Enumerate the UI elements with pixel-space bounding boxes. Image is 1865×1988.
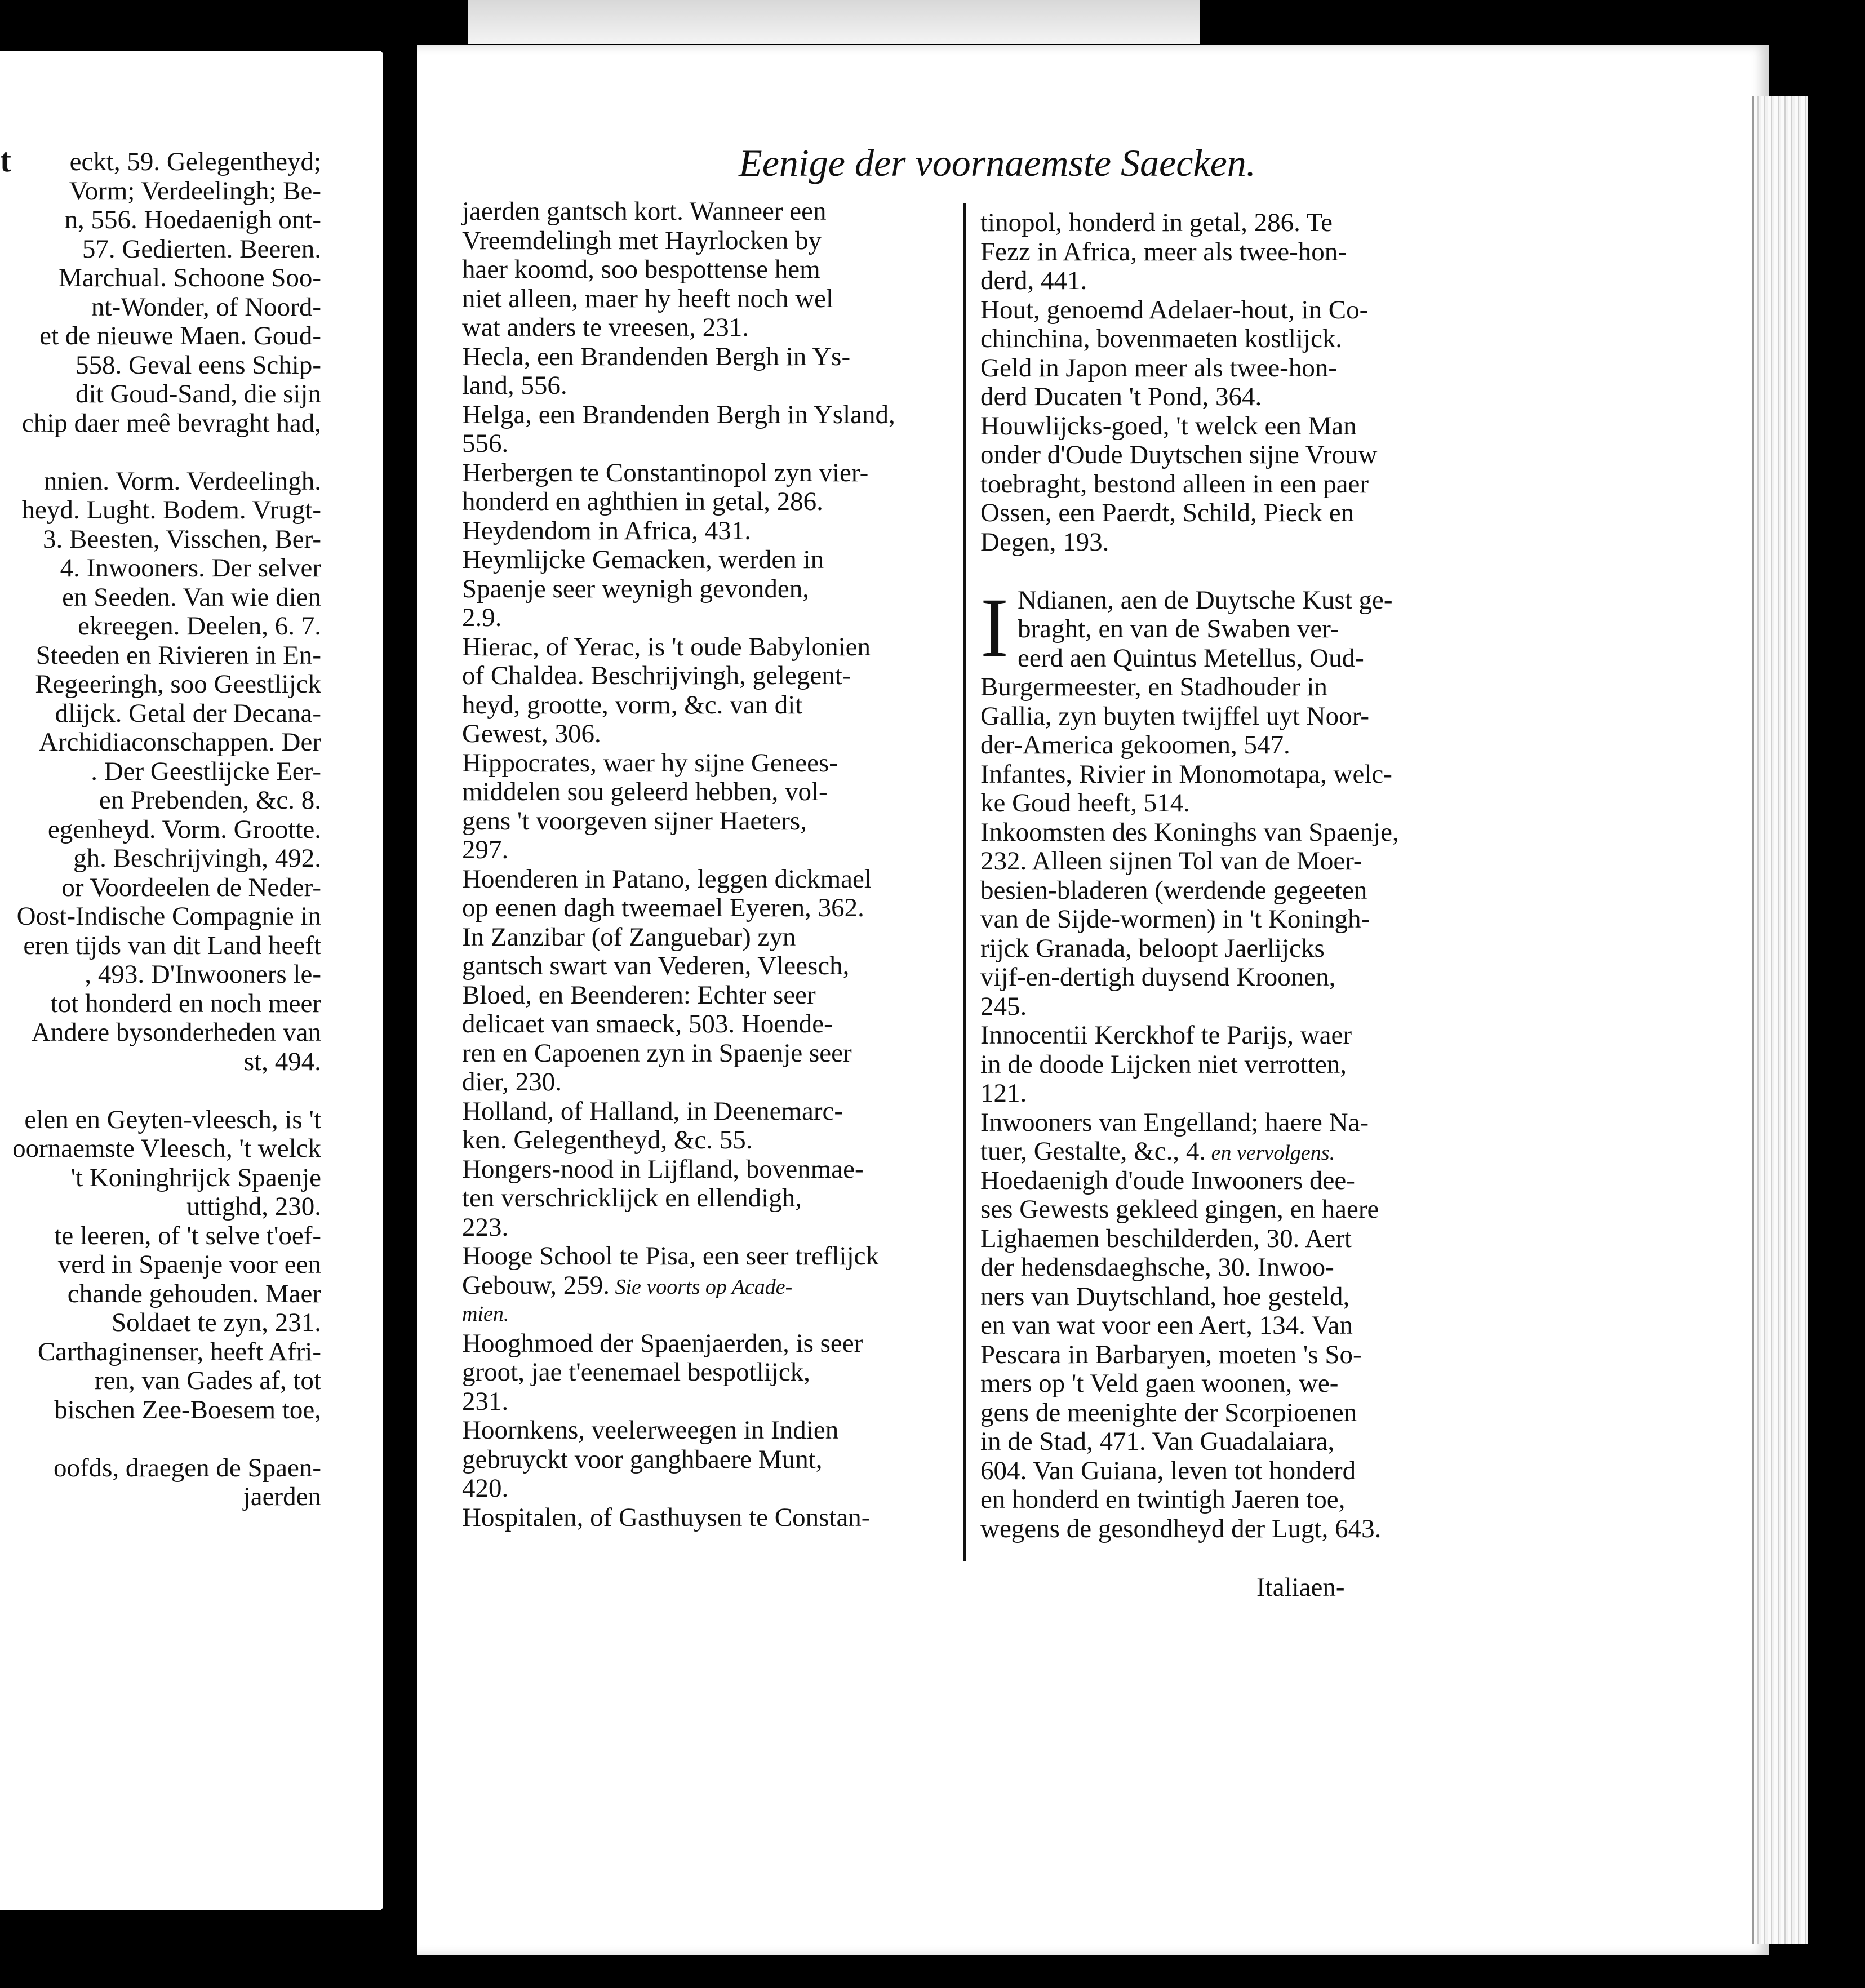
text-line: mers op 't Veld gaen woonen, we-: [980, 1369, 1339, 1398]
text-line: haer koomd, soo bespottense hem: [462, 255, 820, 284]
index-column-2: [980, 208, 1459, 1543]
text-line: bischen Zee-Boesem toe,: [54, 1395, 321, 1425]
text-line: Gewest, 306.: [462, 719, 601, 748]
cross-reference-note: Sie voorts op Acade-: [609, 1275, 793, 1299]
text-line: 2.9.: [462, 603, 502, 632]
text-line: mien.: [462, 1302, 509, 1326]
text-line: heyd, grootte, vorm, &c. van dit: [462, 690, 803, 720]
text-line: jaerden gantsch kort. Wanneer een: [462, 197, 827, 226]
text-line: Fezz in Africa, meer als twee-hon-: [980, 237, 1347, 267]
text-line: ekreegen. Deelen, 6. 7.: [78, 611, 321, 641]
text-line: 223.: [462, 1212, 509, 1242]
text-line: 3. Beesten, Visschen, Ber-: [43, 524, 321, 554]
text-line: op eenen dagh tweemael Eyeren, 362.: [462, 893, 864, 922]
text-line: egenheyd. Vorm. Grootte.: [47, 814, 321, 844]
text-line: der-America gekoomen, 547.: [980, 730, 1290, 760]
text-line: dit Goud-Sand, die sijn: [75, 379, 321, 409]
text-line: Inkoomsten des Koninghs van Spaenje,: [980, 817, 1399, 847]
text-line: 604. Van Guiana, leven tot honderd: [980, 1456, 1356, 1485]
cross-reference-note: en vervolgens.: [1206, 1141, 1335, 1165]
text-line: Burgermeester, en Stadhouder in: [980, 672, 1327, 702]
text-line: elen en Geyten-vleesch, is 't: [24, 1104, 321, 1134]
text-line: 232. Alleen sijnen Tol van de Moer-: [980, 846, 1362, 876]
text-line: ke Goud heeft, 514.: [980, 788, 1190, 818]
text-line: besien-bladeren (werdende gegeeten: [980, 875, 1367, 905]
text-line: 231.: [462, 1386, 509, 1416]
left-corner-mark: t: [0, 141, 11, 179]
text-line: Helga, een Brandenden Bergh in Ysland,: [462, 400, 895, 429]
index-column-1: [462, 197, 963, 1532]
text-line: Heydendom in Africa, 431.: [462, 516, 751, 545]
catchword: Italiaen-: [1256, 1573, 1345, 1602]
text-line: Hooge School te Pisa, een seer treflijck: [462, 1241, 880, 1271]
text-line: uttighd, 230.: [186, 1192, 321, 1221]
text-line: vijf-en-dertigh duysend Kroonen,: [980, 962, 1336, 992]
text-line: eerd aen Quintus Metellus, Oud-: [1017, 643, 1364, 673]
text-line: Hecla, een Brandenden Bergh in Ys-: [462, 341, 851, 371]
text-line: dlijck. Getal der Decana-: [55, 698, 321, 728]
text-line: Lighaemen beschilderden, 30. Aert: [980, 1223, 1352, 1253]
text-line: Hoornkens, veelerweegen in Indien: [462, 1415, 839, 1445]
text-line: gh. Beschrijvingh, 492.: [73, 844, 321, 873]
text-line: Gebouw, 259. Sie voorts op Acade-: [462, 1270, 793, 1300]
text-line: niet alleen, maer hy heeft noch wel: [462, 283, 834, 313]
text-line: Geld in Japon meer als twee-hon-: [980, 353, 1337, 383]
text-line: 556.: [462, 429, 509, 458]
top-paper-scrap: [468, 0, 1200, 44]
text-line: Steeden en Rivieren in En-: [35, 640, 321, 670]
text-line: Carthaginenser, heeft Afri-: [37, 1337, 321, 1366]
text-line: eren tijds van dit Land heeft: [23, 930, 321, 960]
blank-line: [0, 1076, 321, 1106]
text-line: wat anders te vreesen, 231.: [462, 313, 749, 342]
text-line: onder d'Oude Duytschen sijne Vrouw: [980, 440, 1378, 469]
text-line: st, 494.: [243, 1046, 321, 1076]
text-line: en van wat voor een Aert, 134. Van: [980, 1311, 1353, 1340]
text-line: der hedensdaeghsche, 30. Inwoo-: [980, 1253, 1334, 1282]
text-line: chip daer meê bevraght had,: [21, 408, 321, 438]
text-line: Houwlijcks-goed, 't welck een Man: [980, 411, 1357, 441]
text-line: Andere bysonderheden van: [31, 1018, 321, 1047]
text-line: derd, 441.: [980, 266, 1087, 295]
text-line: derd Ducaten 't Pond, 364.: [980, 382, 1262, 411]
text-line: Hongers-nood in Lijfland, bovenmae-: [462, 1154, 864, 1184]
text-line: Hooghmoed der Spaenjaerden, is seer: [462, 1328, 863, 1358]
text-line: gantsch swart van Vederen, Vleesch,: [462, 951, 850, 980]
text-line: Innocentii Kerckhof te Parijs, waer: [980, 1020, 1352, 1050]
text-line: oornaemste Vleesch, 't welck: [12, 1134, 321, 1163]
text-line: Ossen, een Paerdt, Schild, Pieck en: [980, 498, 1355, 527]
text-line: chande gehouden. Maer: [67, 1279, 321, 1308]
text-line: 4. Inwooners. Der selver: [60, 553, 321, 583]
text-line: wegens de gesondheyd der Lugt, 643.: [980, 1514, 1382, 1543]
text-line: en honderd en twintigh Jaeren toe,: [980, 1485, 1346, 1514]
text-line: Hoedaenigh d'oude Inwooners dee-: [980, 1165, 1355, 1195]
text-line: en Prebenden, &c. 8.: [99, 786, 321, 815]
text-line: heyd. Lught. Bodem. Vrugt-: [21, 495, 321, 525]
text-line: verd in Spaenje voor een: [57, 1250, 321, 1279]
text-line: Gallia, zyn buyten twijffel uyt Noor-: [980, 701, 1369, 731]
text-line: Hierac, of Yerac, is 't oude Babylonien: [462, 632, 871, 662]
text-line: te leeren, of 't selve t'oef-: [54, 1221, 321, 1250]
text-line: ten verschricklijck en ellendigh,: [462, 1183, 802, 1213]
text-line: gebruyckt voor ganghbaere Munt,: [462, 1444, 823, 1474]
text-line: rijck Granada, beloopt Jaerlijcks: [980, 933, 1325, 963]
text-line: . Der Geestlijcke Eer-: [91, 756, 321, 786]
text-line: chinchina, bovenmaeten kostlijck.: [980, 324, 1343, 353]
text-line: Ndianen, aen de Duytsche Kust ge-: [1017, 585, 1393, 615]
section-i-start: [980, 580, 1459, 674]
blank-line: [980, 557, 1459, 586]
text-line: in de doode Lijcken niet verrotten,: [980, 1049, 1347, 1079]
text-line: nnien. Vorm. Verdeelingh.: [43, 466, 321, 496]
text-line: Hospitalen, of Gasthuysen te Constan-: [462, 1502, 871, 1532]
page-header: Eenige der voornaemste Saecken.: [739, 141, 1256, 184]
text-line: braght, en van de Swaben ver-: [1017, 614, 1339, 644]
text-line: Marchual. Schoone Soo-: [59, 263, 321, 292]
text-line: delicaet van smaeck, 503. Hoende-: [462, 1009, 833, 1039]
text-line: ken. Gelegentheyd, &c. 55.: [462, 1125, 753, 1155]
text-line: 297.: [462, 835, 509, 864]
text-line: in de Stad, 471. Van Guadalaiara,: [980, 1427, 1335, 1456]
text-line: Hout, genoemd Adelaer-hout, in Co-: [980, 295, 1369, 325]
text-line: Archidiaconschappen. Der: [38, 727, 321, 757]
text-line: tot honderd en noch meer: [50, 988, 321, 1018]
text-line: of Chaldea. Beschrijvingh, gelegent-: [462, 661, 851, 690]
page-edges: [1752, 96, 1808, 1944]
text-line: oofds, draegen de Spaen-: [53, 1453, 321, 1483]
text-line: Infantes, Rivier in Monomotapa, welc-: [980, 759, 1392, 789]
text-line: Hoenderen in Patano, leggen dickmael: [462, 864, 872, 894]
text-line: 558. Geval eens Schip-: [76, 350, 321, 380]
text-line: tinopol, honderd in getal, 286. Te: [980, 208, 1333, 237]
text-line: Pescara in Barbaryen, moeten 's So-: [980, 1339, 1362, 1369]
text-line: 245.: [980, 991, 1027, 1021]
blank-line: [0, 438, 321, 467]
text-line: en Seeden. Van wie dien: [62, 582, 321, 612]
text-line: In Zanzibar (of Zanguebar) zyn: [462, 922, 796, 952]
text-line: nt-Wonder, of Noord-: [91, 292, 321, 322]
text-line: gens de meenighte der Scorpioenen: [980, 1397, 1357, 1427]
text-line: Herbergen te Constantinopol zyn vier-: [462, 458, 869, 487]
text-line: Holland, of Halland, in Deenemarc-: [462, 1096, 843, 1126]
text-line: groot, jae t'eenemael bespotlijck,: [462, 1357, 810, 1387]
text-line: Vorm; Verdeelingh; Be-: [69, 176, 321, 206]
text-line: or Voordeelen de Neder-: [61, 872, 321, 902]
text-line: Vreemdelingh met Hayrlocken by: [462, 225, 822, 255]
text-line: Degen, 193.: [980, 527, 1109, 557]
text-line: gens 't voorgeven sijner Haeters,: [462, 806, 807, 836]
left-page-column: [0, 148, 321, 1512]
text-line: tuer, Gestalte, &c., 4. en vervolgens.: [980, 1137, 1335, 1166]
drop-cap-initial: I: [980, 580, 1009, 674]
text-line: Heymlijcke Gemacken, werden in: [462, 545, 824, 574]
text-line: , 493. D'Inwooners le-: [85, 960, 321, 989]
column-divider: [963, 203, 966, 1561]
text-line: honderd en aghthien in getal, 286.: [462, 487, 823, 516]
text-line: dier, 230.: [462, 1067, 562, 1097]
text-line: jaerden: [243, 1482, 321, 1511]
text-line: 121.: [980, 1079, 1027, 1108]
text-line: et de nieuwe Maen. Goud-: [39, 321, 321, 350]
text-line: Inwooners van Engelland; haere Na-: [980, 1107, 1369, 1137]
text-line: van de Sijde-wormen) in 't Koningh-: [980, 904, 1370, 934]
blank-line: [0, 1425, 321, 1454]
text-line: n, 556. Hoedaenigh ont-: [64, 205, 321, 234]
text-line: 't Koninghrijck Spaenje: [70, 1162, 321, 1192]
text-line: Hippocrates, waer hy sijne Genees-: [462, 748, 838, 778]
text-line: ren en Capoenen zyn in Spaenje seer: [462, 1038, 852, 1068]
text-line: Bloed, en Beenderen: Echter seer: [462, 980, 816, 1010]
text-line: 420.: [462, 1474, 509, 1503]
text-line: land, 556.: [462, 371, 567, 400]
text-line: toebraght, bestond alleen in een paer: [980, 469, 1369, 499]
text-line: ren, van Gades af, tot: [95, 1366, 321, 1395]
text-line: Spaenje seer weynigh gevonden,: [462, 574, 810, 604]
text-line: ses Gewests gekleed gingen, en haere: [980, 1195, 1379, 1224]
text-line: eckt, 59. Gelegentheyd;: [69, 147, 321, 176]
text-line: Regeeringh, soo Geestlijck: [35, 669, 321, 699]
text-line: middelen sou geleerd hebben, vol-: [462, 777, 828, 806]
text-line: ners van Duytschland, hoe gesteld,: [980, 1281, 1350, 1311]
text-line: 57. Gedierten. Beeren.: [82, 234, 321, 264]
text-line: Soldaet te zyn, 231.: [111, 1308, 321, 1337]
text-line: Oost-Indische Compagnie in: [16, 902, 321, 931]
